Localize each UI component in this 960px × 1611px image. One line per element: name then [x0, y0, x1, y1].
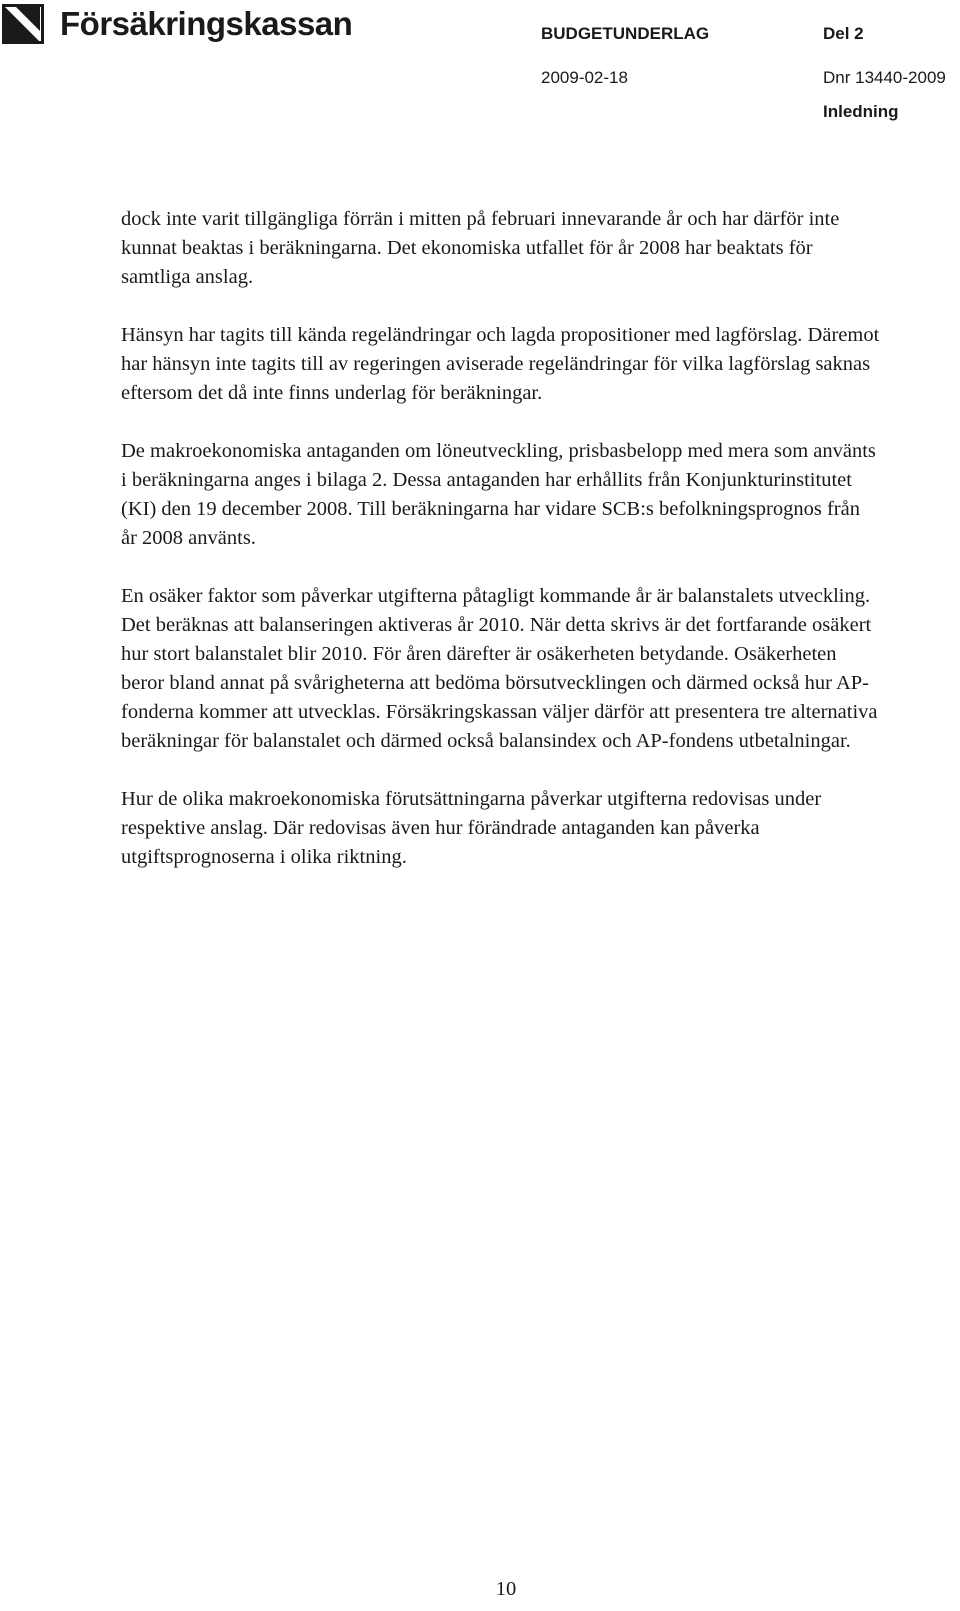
document-type: BUDGETUNDERLAG — [541, 24, 710, 43]
page-number: 10 — [495, 1578, 517, 1600]
paragraph: Hänsyn har tagits till kända regeländringar och lagda propositioner med lagförslag. Däremot har hänsyn inte tagits till av regeringen aviserade regeländringar för vilka lagförslag saknas eftersom det då inte finns underlag för beräkningar. — [121, 324, 880, 404]
logo-text: Försäkringskassan — [60, 5, 353, 42]
paragraph: Hur de olika makroekonomiska förutsättningarna påverkar utgifterna redovisas under respektive anslag. Där redovisas även hur förändrade antaganden kan påverka utgiftsprognoserna i olika riktning. — [121, 788, 822, 868]
document-dnr: Dnr 13440-2009 — [823, 68, 946, 87]
document-part: Del 2 — [823, 24, 864, 43]
section-title: Inledning — [823, 102, 899, 121]
paragraph: De makroekonomiska antaganden om löneutveckling, prisbasbelopp med mera som använts i beräkningarna anges i bilaga 2. Dessa antaganden har erhållits från Konjunkturinstitutet (KI) den 19 december 2008. Till beräkningarna har vidare SCB:s befolkningsprognos från år 2008 använts. — [121, 440, 876, 549]
paragraph: En osäker faktor som påverkar utgifterna påtagligt kommande år är balanstalets utveckling. Det beräknas att balanseringen aktiveras år 2010. När detta skrivs är det fortfarande osäkert hur stort balanstalet blir 2010. För åren därefter är osäkerheten betydande. Osäkerheten beror bland annat på svårigheterna att bedöma börsutvecklingen och därmed också hur AP-fonderna kommer att utvecklas. Försäkringskassan väljer därför att presentera tre alternativa beräkningar för balanstalet och därmed också balansindex och AP-fondens utbetalningar. — [121, 585, 878, 752]
forsakringskassan-logo-icon — [2, 4, 44, 44]
paragraph: dock inte varit tillgängliga förrän i mitten på februari innevarande år och har därför inte kunnat beaktas i beräkningarna. Det ekonomiska utfallet för år 2008 har beaktats för samtliga anslag. — [121, 208, 840, 288]
logo — [2, 2, 352, 46]
document-date: 2009-02-18 — [541, 68, 628, 87]
body-text — [121, 205, 881, 872]
